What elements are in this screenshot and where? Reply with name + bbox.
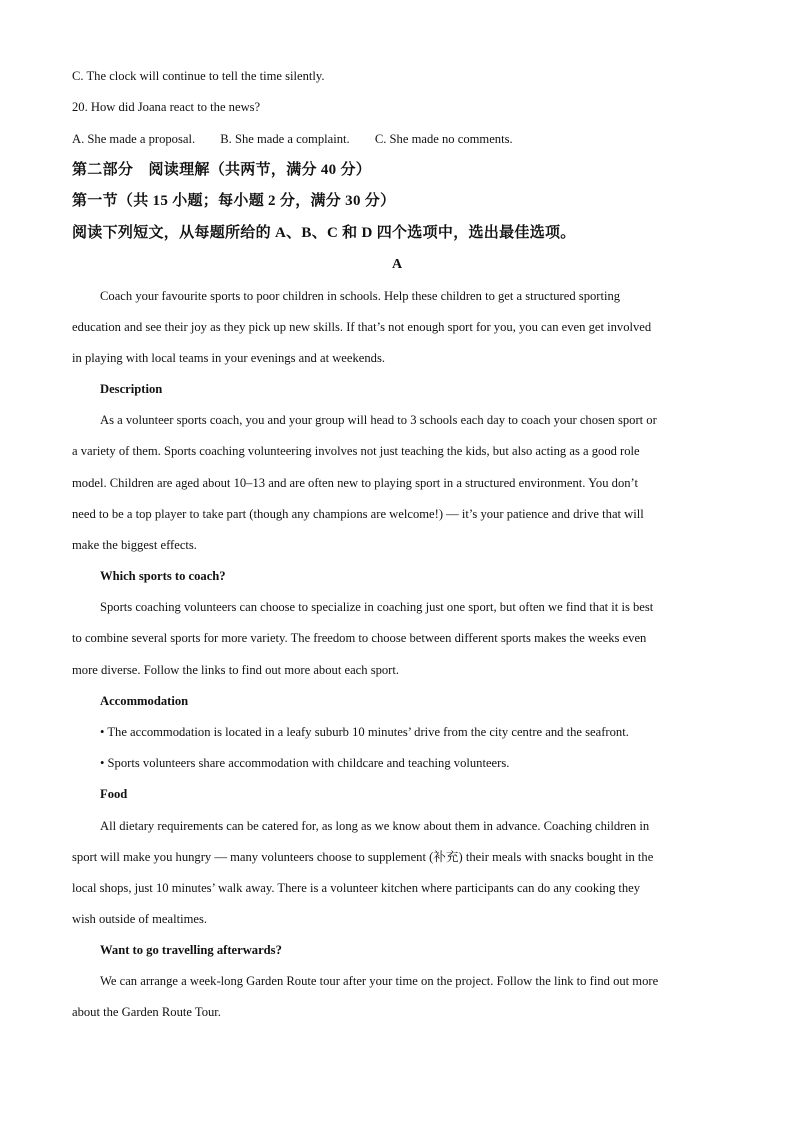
description-line: As a volunteer sports coach, you and your group will head to 3 schools each day to coach your chosen sport or (100, 413, 657, 427)
description-line: a variety of them. Sports coaching volunteering involves not just teaching the kids, but also acting as a good role (72, 444, 640, 458)
q20-option-a: A. She made a proposal. (72, 132, 196, 146)
accommodation-heading: Accommodation (100, 694, 189, 708)
description-line: model. Children are aged about 10–13 and are often new to playing sport in a structured environment. You don’t (72, 476, 639, 490)
travel-heading: Want to go travelling afterwards? (100, 943, 282, 957)
q20-question: 20. How did Joana react to the news? (72, 100, 261, 114)
q20-options (72, 131, 732, 147)
food-line: wish outside of mealtimes. (72, 912, 208, 926)
which-sports-line: Sports coaching volunteers can choose to specialize in coaching just one sport, but often we find that it is best (100, 600, 654, 614)
travel-line: We can arrange a week-long Garden Route tour after your time on the project. Follow the link to find out more (100, 974, 659, 988)
food-heading: Food (100, 787, 128, 801)
which-sports-line: to combine several sports for more variety. The freedom to choose between different sports makes the weeks even (72, 631, 647, 645)
food-line: sport will make you hungry — many volunteers choose to supplement (补充) their meals with snacks bought in the (72, 850, 654, 864)
accommodation-bullet: • Sports volunteers share accommodation with childcare and teaching volunteers. (100, 756, 510, 770)
part-title: 第二部分 阅读理解（共两节，满分 40 分） (72, 162, 372, 178)
travel-line: about the Garden Route Tour. (72, 1005, 221, 1019)
instruction: 阅读下列短文，从每题所给的 A、B、C 和 D 四个选项中，选出最佳选项。 (72, 225, 576, 241)
intro-line: in playing with local teams in your evenings and at weekends. (72, 351, 386, 365)
food-line: All dietary requirements can be catered for, as long as we know about them in advance. Coaching children in (100, 819, 650, 833)
q20-option-c: C. She made no comments. (374, 132, 513, 146)
description-line: need to be a top player to take part (though any champions are welcome!) — it’s your patience and drive that will (72, 507, 644, 521)
section-subtitle: 第一节（共 15 小题；每小题 2 分，满分 30 分） (72, 193, 396, 209)
which-sports-heading: Which sports to coach? (100, 569, 226, 583)
description-line: make the biggest effects. (72, 538, 197, 552)
accommodation-bullet: • The accommodation is located in a leafy suburb 10 minutes’ drive from the city centre and the seafront. (100, 725, 629, 739)
q20-option-b: B. She made a complaint. (220, 132, 350, 146)
description-heading: Description (100, 382, 163, 396)
q19-option-c: C. The clock will continue to tell the time silently. (72, 69, 325, 83)
which-sports-line: more diverse. Follow the links to find out more about each sport. (72, 663, 400, 677)
intro-line: education and see their joy as they pick up new skills. If that’s not enough sport for you, you can even get involved (72, 320, 652, 334)
food-line: local shops, just 10 minutes’ walk away. There is a volunteer kitchen where participants can do any cooking they (72, 881, 641, 895)
intro-line: Coach your favourite sports to poor children in schools. Help these children to get a structured sporting (100, 289, 621, 303)
passage-letter: A (391, 257, 403, 272)
